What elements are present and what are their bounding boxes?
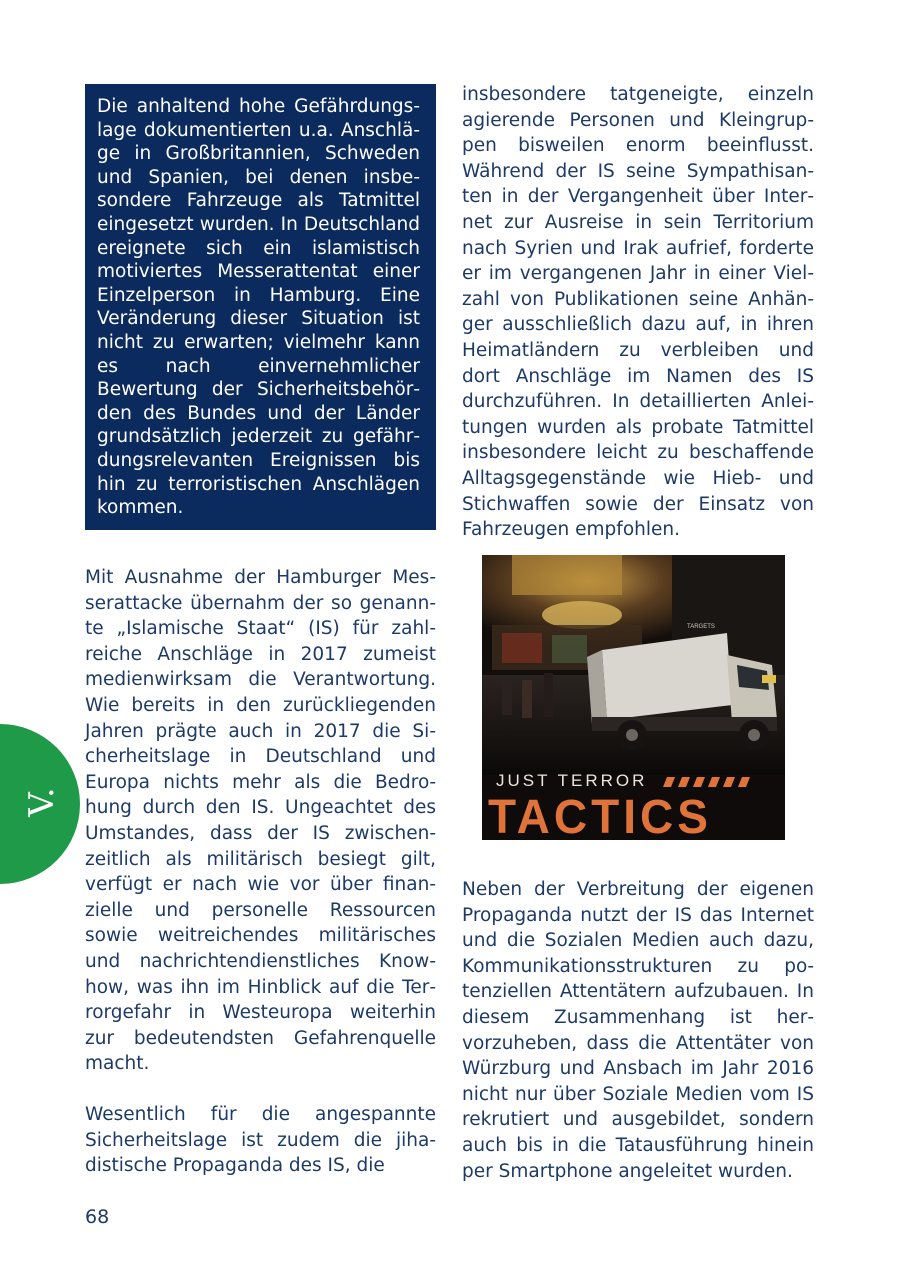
book-cover-image [482, 555, 785, 840]
highlight-box [85, 84, 436, 530]
cover-title: TACTICS [488, 788, 712, 840]
body-paragraph-right-2: Neben der Verbreitung der eigenen Propaganda nutzt der IS das Internet und die Sozialen Medien auch dazu, Kommunikationsstrukturen zu potenziellen Attentätern aufzubauen. In diesem Zusammenhang ist hervorzuheben, dass die Attentäter von Würzburg und Ansbach im Jahr 2016 nicht nur über Soziale Medien vom IS rekrutiert und ausgebildet, sondern auch bis in die Tatausführung hinein per Smartphone angeleitet wurden. [462, 879, 814, 1182]
chapter-label: V. [22, 787, 62, 817]
cover-subtitle: JUST TERROR [496, 771, 648, 790]
body-paragraph-left-1: Mit Ausnahme der Hamburger Messerattacke übernahm der so genannte „Islamische Staat“ (IS) für zahlreiche Anschläge in 2017 zumeist medienwirksam die Verantwortung. Wie bereits in den zurückliegenden Jahren prägte auch in 2017 die Sicherheitslage in Deutschland und Europa nichts mehr als die Bedrohung durch den IS. Ungeachtet des Umstandes, dass der IS zwischenzeitlich als militärisch besiegt gilt, verfügt er nach wie vor über finanzielle und personelle Ressourcen sowie weitreichendes militärisches und nachrichtendienstliches Know-how, was ihn im Hinblick auf die Terrorgefahr in Westeuropa weiterhin zur bedeutendsten Gefahrenquelle macht. [85, 567, 436, 1075]
highlight-box-text: Die anhaltend hohe Gefährdungslage dokumentierten u.a. Anschläge in Großbritannien, Schweden und Spanien, bei denen insbesondere Fahrzeuge als Tatmittel eingesetzt wurden. In Deutschland ereignete sich ein islamistisch motiviertes Messerattentat einer Einzelperson in Hamburg. Eine Veränderung dieser Situation ist nicht zu erwarten; vielmehr kann es nach einvernehmlicher Bewertung der Sicherheitsbehörden des Bundes und der Länder grundsätzlich jederzeit zu gefährdungsrelevanten Ereignissen bis hin zu terroristischen Anschlägen kommen. [97, 96, 420, 519]
cover-sign-text: TARGETS [687, 624, 715, 630]
page-number: 68 [85, 1206, 110, 1228]
body-paragraph-right-1: insbesondere tatgeneigte, einzeln agierende Personen und Kleingruppen bisweilen enorm beeinflusst. Während der IS seine Sympathisanten in der Vergangenheit über Internet zur Ausreise in sein Territorium nach Syrien und Irak aufrief, forderte er im vergangenen Jahr in einer Vielzahl von Publikationen seine Anhänger ausschließlich dazu auf, in ihren Heimatländern zu verbleiben und dort Anschläge im Namen des IS durchzuführen. In detaillierten Anleitungen wurden als probate Tatmittel insbesondere leicht zu beschaffende Alltagsgegenstände wie Hieb- und Stichwaffen sowie der Einsatz von Fahrzeugen empfohlen. [462, 84, 814, 541]
body-paragraph-left-2: Wesentlich für die angespannte Sicherheitslage ist zudem die jihadistische Propaganda des IS, die [85, 1104, 436, 1177]
